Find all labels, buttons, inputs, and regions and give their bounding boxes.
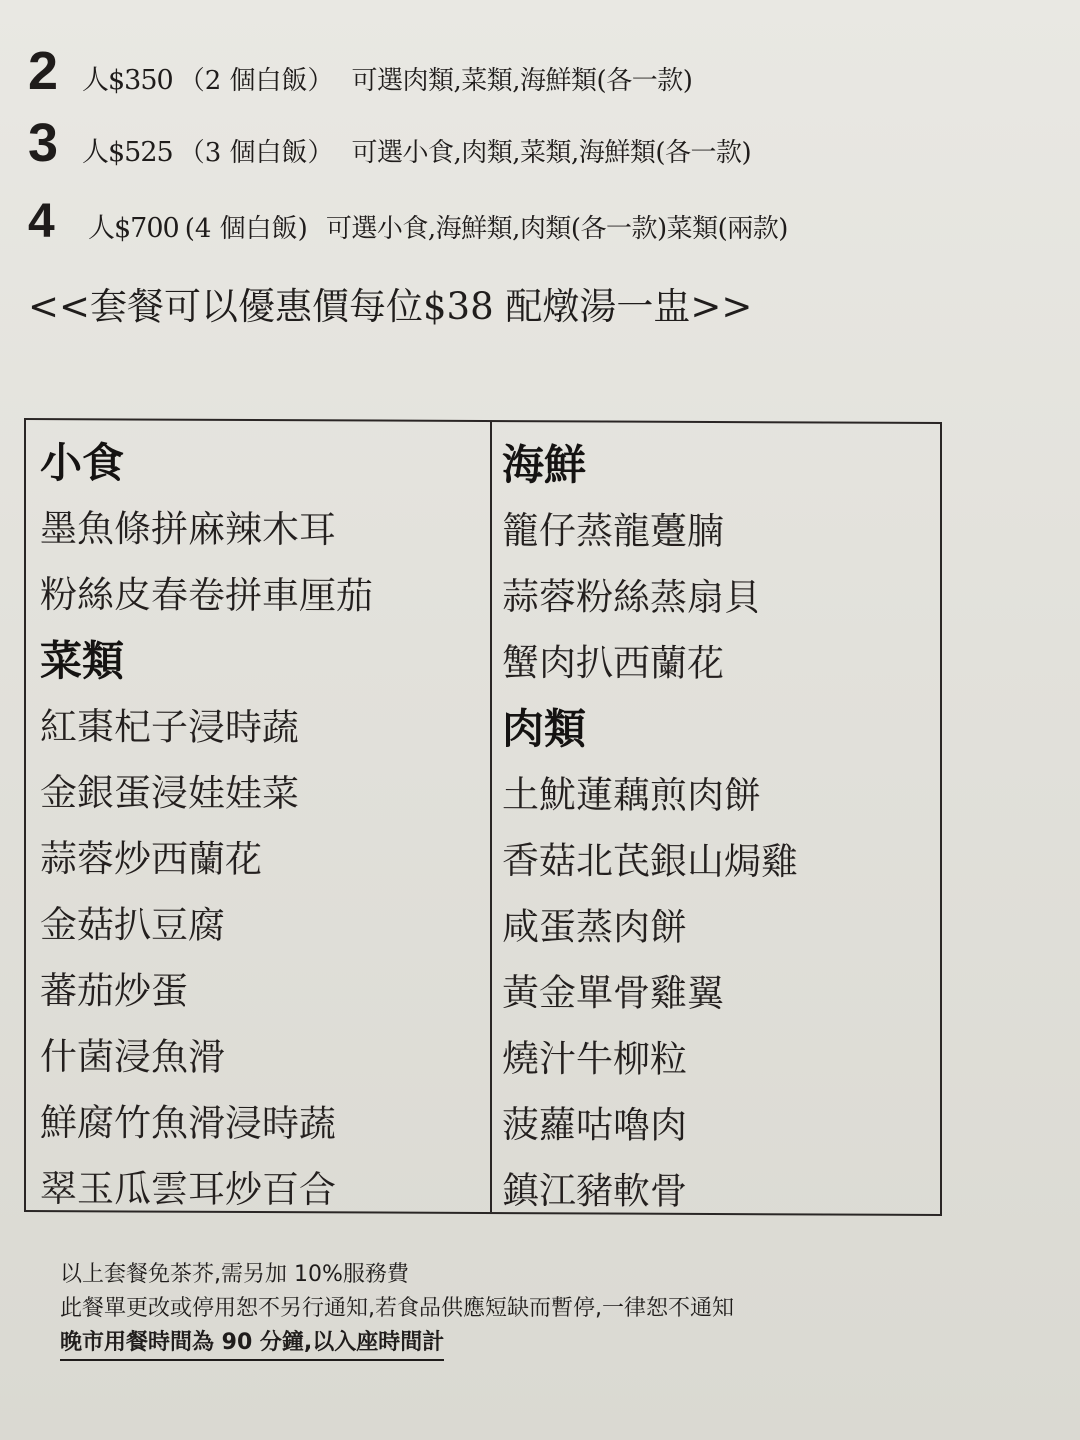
category-seafood-title: 海鮮 [502, 440, 587, 490]
footer-notes [60, 1258, 734, 1361]
set-choice: 可選肉類,菜類,海鮮類(各一款) [351, 66, 693, 96]
dish-item: 什菌浸魚滑 [40, 1035, 225, 1079]
dish-item: 籠仔蒸龍躉腩 [502, 509, 724, 554]
dish-item: 蒜蓉粉絲蒸扇貝 [502, 575, 761, 620]
dish-item: 菠蘿咕嚕肉 [502, 1103, 687, 1147]
dish-item: 蟹肉扒西蘭花 [502, 641, 724, 686]
set-price: 人$525 [82, 137, 173, 168]
set-persons: 3 [28, 113, 59, 173]
dish-item: 墨魚條拼麻辣木耳 [40, 507, 336, 552]
soup-promo: <<套餐可以優惠價每位$38 配燉湯一盅>> [28, 285, 753, 328]
category-meat-title: 肉類 [502, 704, 587, 754]
dish-item: 金菇扒豆腐 [40, 903, 225, 947]
dish-item: 翠玉瓜雲耳炒百合 [40, 1167, 336, 1212]
set-persons: 4 [28, 195, 55, 248]
set-meal-4 [28, 195, 788, 248]
dish-item: 香菇北芪銀山焗雞 [502, 839, 798, 884]
note-menu-changes: 此餐單更改或停用恕不另行通知,若食品供應短缺而暫停,一律恕不通知 [60, 1296, 734, 1321]
dish-item: 咸蛋蒸肉餅 [502, 905, 687, 949]
dish-item: 土魷蓮藕煎肉餅 [502, 773, 761, 818]
column-divider [490, 422, 492, 1212]
right-column [502, 432, 932, 1226]
set-price: 人$700 [88, 213, 179, 244]
dish-item: 粉絲皮春卷拼車厘茄 [40, 573, 373, 618]
dish-item: 燒汁牛柳粒 [502, 1037, 687, 1081]
dish-table [24, 418, 942, 1216]
set-choice: 可選小食,肉類,菜類,海鮮類(各一款) [351, 138, 752, 168]
set-meal-2 [28, 41, 693, 101]
dish-item: 鮮腐竹魚滑浸時蔬 [40, 1101, 336, 1146]
dish-item: 鎮江豬軟骨 [502, 1169, 687, 1213]
set-persons: 2 [28, 41, 59, 101]
dish-item: 黃金單骨雞翼 [502, 971, 724, 1016]
category-vegetables-title: 菜類 [40, 636, 125, 686]
dish-item: 蒜蓉炒西蘭花 [40, 837, 262, 882]
dish-item: 金銀蛋浸娃娃菜 [40, 771, 299, 816]
set-rice: （3 個白飯） [178, 138, 334, 168]
note-service-charge: 以上套餐免茶芥,需另加 10%服務費 [60, 1262, 409, 1287]
left-column [40, 430, 480, 1224]
set-price: 人$350 [82, 65, 173, 96]
dish-item: 蕃茄炒蛋 [40, 969, 188, 1013]
set-rice: (4 個白飯) [184, 214, 308, 244]
set-choice: 可選小食,海鮮類,肉類(各一款)菜類(兩款) [325, 214, 788, 244]
dish-item: 紅棗杞子浸時蔬 [40, 705, 299, 750]
note-dining-time: 晚市用餐時間為 90 分鐘,以入座時間計 [60, 1328, 444, 1361]
set-rice: （2 個白飯） [178, 66, 334, 96]
category-snacks-title: 小食 [40, 438, 125, 488]
set-meal-3 [28, 113, 752, 173]
